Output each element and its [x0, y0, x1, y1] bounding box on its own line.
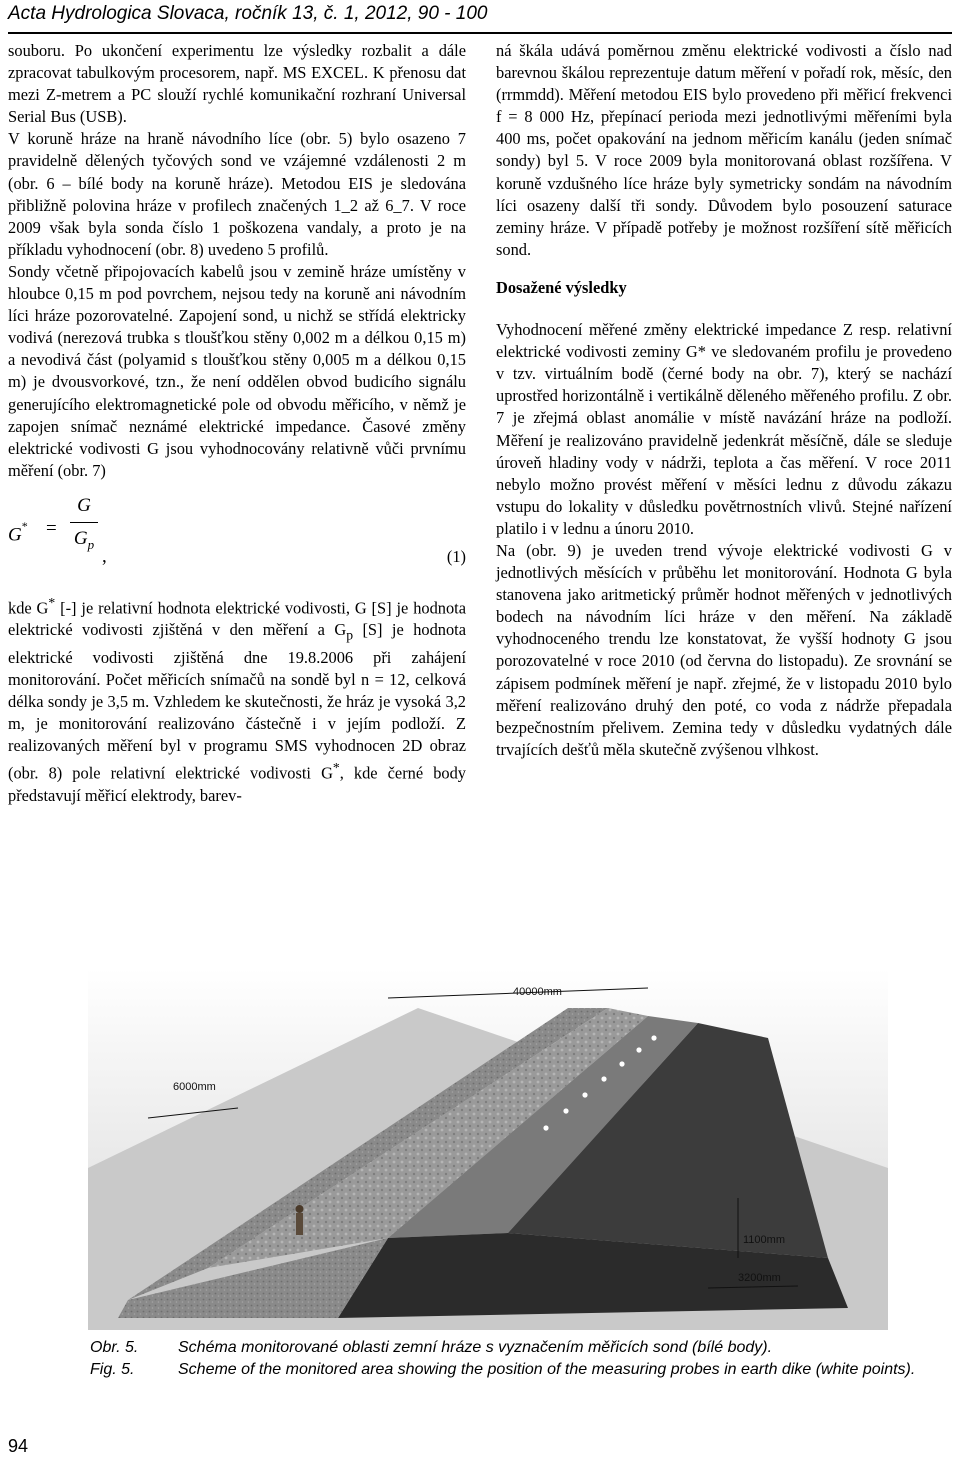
probe-point	[619, 1061, 624, 1066]
right-column	[496, 40, 952, 761]
caption-text-en: Scheme of the monitored area showing the position of the measuring probes in earth dike (white points).	[178, 1361, 916, 1378]
probe-point	[543, 1125, 548, 1130]
probe-point	[601, 1076, 606, 1081]
dim-label-height: 1100mm	[743, 1234, 785, 1246]
page-number: 94	[8, 1436, 29, 1456]
paragraph: ná škála udává poměrnou změnu elektrické vodivosti a číslo nad barevnou škálou reprezentuje datum měření v pořadí rok, měsíc, den (rrmmdd). Měření metodou EIS bylo provedeno při měřicí frekvenci f = 8 000 Hz, přepínací perioda mezi jednotlivými měřeními byla 400 ms, počet opakování na jednom měřicím kanálu (jeden snímač sondy) byl 5. V roce 2009 byla monitorovaná oblast rozšířena. V koruně vzdušného líce hráze byly symetricky sondám na návodním líci osazeny další tři sondy. Důvodem bylo posouzení saturace zeminy hráze. V případě potřeby je možnost rozšíření sítě měřicích sond.	[496, 41, 952, 259]
paragraph: kde G* [-] je relativní hodnota elektrické vodivosti, G [S] je hodnota elektrické vodivosti zjištěná v den měření a $G_p$ [S] je hodnota elektrické vodivosti zjištěná dne 19.8.2006 při zahájení monitorování. Počet měřicích snímačů na sondě byl n = 12, celková délka sondy je 3,5 m. Vzhledem ke skutečnosti, že hráz je vysoká 3,2 m, je monitorování realizováno částečně i v jejím podloží. Z realizovaných měření byl v programu SMS vyhodnocen 2D obraz (obr. 8) pole relativní elektrické vodivosti G*, kde černé body představují měřicí elektrody, barev-	[8, 594, 467, 805]
dim-label-width: 6000mm	[173, 1081, 216, 1093]
paragraph: Vyhodnocení měřené změny elektrické impedance Z resp. relativní elektrické vodivosti zeminy G* ve sledovaném profilu je provedeno v tzv. virtuálním bodě (černé body na obr. 7), který se nachází uprostřed horizontálně i vertikálně děleného měřeného profilu. Z obr. 7 je zřejmá oblast anomálie v místě navázání hráze na podloží. Měření je realizováno pravidelně jedenkrát měsíčně, dále se sleduje úroveň hladiny vody v nádrži, teplota a čas měření. V roce 2011 nebylo možno provést měření v měsíci lednu z důvodu zákazu vstupu do lokality v důsledku povětrnostních vlivů. Stejné nařízení platilo i v lednu a únoru 2010.	[496, 320, 952, 538]
left-column	[8, 40, 466, 807]
equation-equals: =	[46, 517, 57, 539]
dim-label-base: 3200mm	[738, 1272, 781, 1284]
person-figure	[296, 1205, 304, 1235]
caption-text-cz: Schéma monitorované oblasti zemní hráze s vyznačením měřicích sond (bílé body).	[178, 1339, 773, 1356]
equation-number: (1)	[446, 546, 466, 566]
equation-lhs: G*	[8, 518, 28, 546]
paragraph: Sondy včetně připojovacích kabelů jsou v zemině hráze umístěny v hloubce 0,15 m pod povrchem, nejsou tedy na koruně ani návodním líci hráze pozorovatelné. Zapojení sond, u nichž se střídá elektricky vodivá (nerezová trubka s tloušťkou stěny 0,002 m a délkou 0,15 m) a nevodivá část (polyamid s tloušťkou stěny 0,005 m a délkou 0,15 m) je dvousvorkové, tzn., že není oddělen obvod budicího signálu generujícího elektromagnetické pole od obvodu měřicího, v němž je zapojen snímač neznámé elektrické impedance. Časové změny elektrické vodivosti G jsou vyhodnocovány relativně vůči prvnímu měření (obr. 7)	[8, 261, 466, 480]
probe-point	[651, 1035, 656, 1040]
journal-title: Acta Hydrologica Slovaca, ročník 13, č. 1, 2012, 90 - 100	[8, 3, 488, 24]
probe-point	[563, 1108, 568, 1113]
equation-fraction: G $G_p$	[70, 492, 98, 553]
caption-label-en: Fig. 5.	[90, 1361, 135, 1378]
paragraph: V koruně hráze na hraně návodního líce (obr. 5) bylo osazeno 7 pravidelně dělených tyčových sond ve vzájemné vzdálenosti 2 m (obr. 6 – bílé body na koruně hráze). Metodou EIS je sledována přibližně polovina hráze v profilech značených 1_2 až 6_7. V roce 2009 však byla sonda číslo 1 poškozena vandaly, a proto je na příkladu vyhodnocení (obr. 8) uvedeno 5 profilů.	[8, 129, 466, 259]
caption-label-cz: Obr. 5.	[90, 1339, 139, 1356]
figure-caption	[90, 1337, 930, 1381]
paragraph: Na (obr. 9) je uveden trend vývoje elektrické vodivosti G v jednotlivých měsících v průběhu let monitorování. Hodnota G byla stanovena jako aritmetický průměr hodnot měřených v jednotlivých bodech na návodním líci hráze v den měření. Na základě vyhodnoceného trendu lze konstatovat, že vyšší hodnoty G jsou porozovatelné v roce 2010 (od června do listopadu). Ze srovnání se zápisem podmínek měření je např. zřejmé, že v listopadu 2010 bylo měření realizováno druhý den poté, co voda z nádrže přepadala bezpečnostním přelivem. Zemina tedy v důsledku vydatných dále trvajících dešťů měla skutečně zvýšenou vlhkost.	[496, 540, 952, 759]
dike-illustration	[88, 968, 888, 1330]
probe-point	[636, 1047, 641, 1052]
dim-label-length: 40000mm	[513, 986, 562, 998]
equation-1: G* = G $G_p$ , (1)	[8, 492, 466, 586]
journal-header	[8, 2, 952, 34]
probe-point	[582, 1092, 587, 1097]
dike-scheme-figure	[88, 968, 888, 1330]
paragraph: souboru. Po ukončení experimentu lze výsledky rozbalit a dále zpracovat tabulkovým procesorem, např. MS EXCEL. K přenosu dat mezi Z-metrem a PC slouží rychlé komunikační rozhraní Universal Serial Bus (USB).	[8, 41, 466, 127]
section-heading: Dosažené výsledky	[496, 277, 627, 297]
